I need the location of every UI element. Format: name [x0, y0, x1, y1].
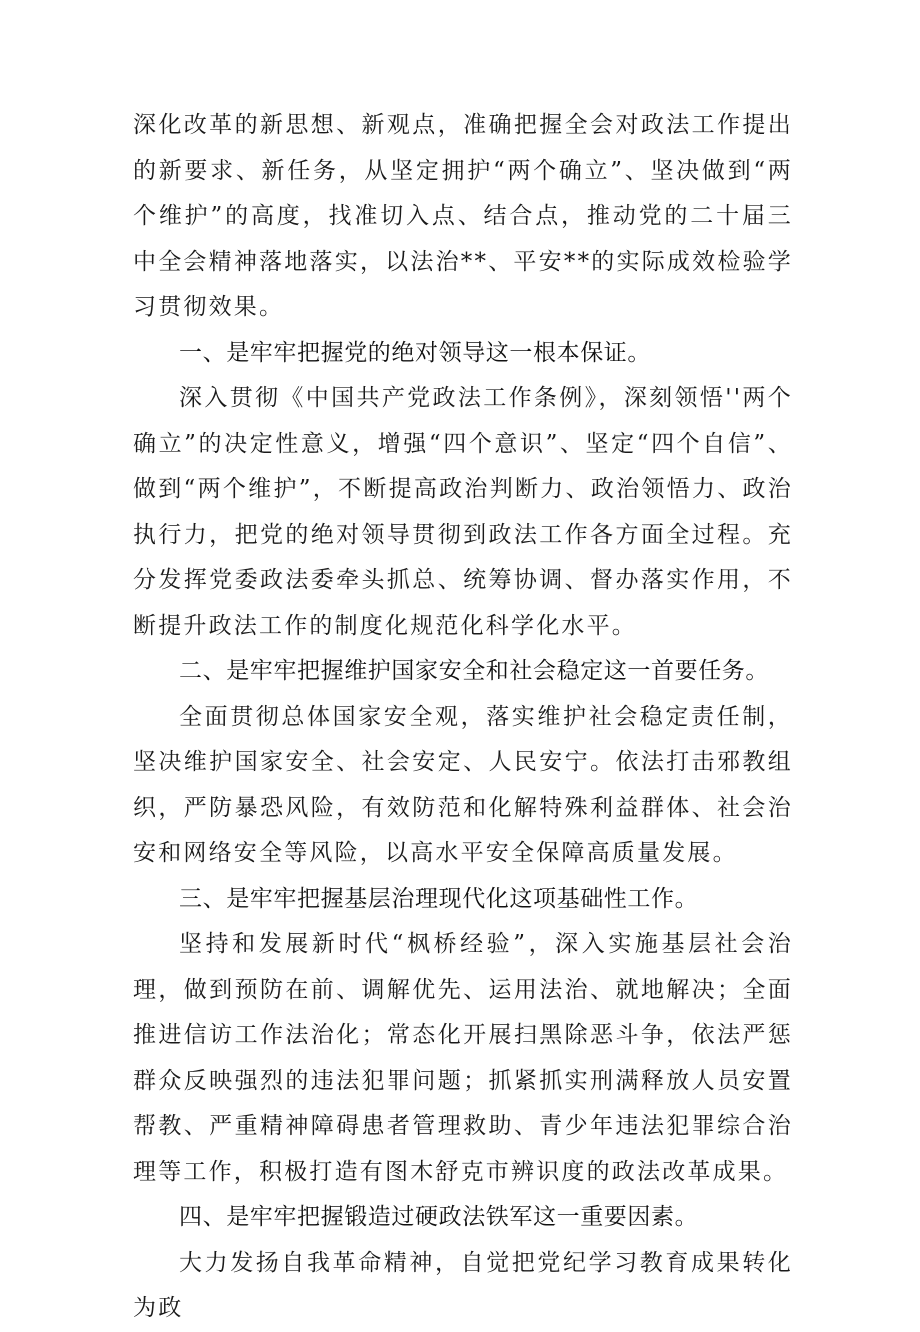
section-body-4: 大力发扬自我革命精神，自觉把党纪学习教育成果转化为政	[133, 1249, 793, 1321]
section-body-3: 坚持和发展新时代“枫桥经验”，深入实施基层社会治理，做到预防在前、调解优先、运用法治、就地解决；全面推进信访工作法治化；常态化开展扫黑除恶斗争，依法严惩群众反映强烈的违法犯罪问题；抓紧抓实刑满释放人员安置帮教、严重精神障碍患者管理救助、青少年违法犯罪综合治理等工作，积极打造有图木舒克市辨识度的政法改革成果。	[133, 931, 793, 1185]
section-heading-1: 一、是牢牢把握党的绝对领导这一根本保证。	[179, 339, 651, 366]
section-body-1: 深入贯彻《中国共产党政法工作条例》，深刻领悟''两个确立”的决定性意义，增强“四个意识”、坚定“四个自信”、做到“两个维护”，不断提高政治判断力、政治领悟力、政治执行力，把党的绝对领导贯彻到政法工作各方面全过程。充分发挥党委政法委牵头抓总、统筹协调、督办落实作用，不断提升政法工作的制度化规范化科学化水平。	[133, 385, 793, 639]
section-heading-4: 四、是牢牢把握锻造过硬政法铁军这一重要因素。	[179, 1204, 699, 1230]
section-body-2: 全面贯彻总体国家安全观，落实维护社会稳定责任制，坚决维护国家安全、社会安定、人民安宁。依法打击邪教组织，严防暴恐风险，有效防范和化解特殊利益群体、社会治安和网络安全等风险，以高水平安全保障高质量发展。	[133, 703, 793, 866]
document-body	[133, 103, 793, 1332]
intro-paragraph: 深化改革的新思想、新观点，准确把握全会对政法工作提出的新要求、新任务，从坚定拥护“两个确立”、坚决做到“两个维护”的高度，找准切入点、结合点，推动党的二十届三中全会精神落地落实，以法治**、平安**的实际成效检验学习贯彻效果。	[133, 112, 793, 320]
section-heading-2: 二、是牢牢把握维护国家安全和社会稳定这一首要任务。	[179, 658, 769, 684]
section-heading-3: 三、是牢牢把握基层治理现代化这项基础性工作。	[179, 885, 699, 912]
